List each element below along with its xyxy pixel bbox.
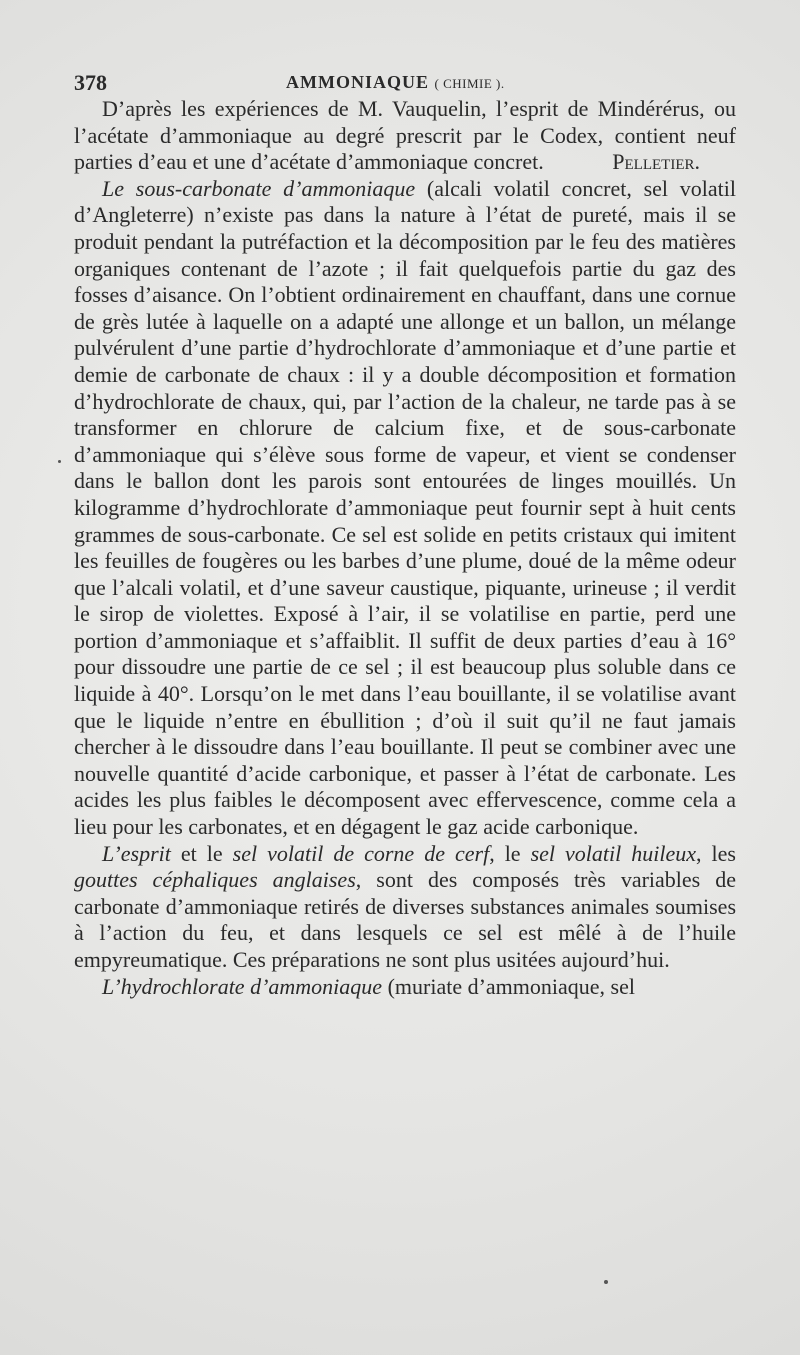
paragraph-text: (muriate d’ammoniaque, sel	[382, 973, 635, 999]
italic-term: gouttes céphaliques anglaises	[74, 867, 356, 893]
paragraph-text: D’après les expériences de M. Vauquelin, l’esprit de Mindérérus, ou l’acétate d’ammoniaque au degré prescrit par le Codex, contient neuf parties d’eau et une d’acétate d’ammoniaque concret.	[74, 96, 736, 175]
paragraph-text: , sont des composés très variables de carbonate d’ammoniaque retirés de diverses substances animales soumises à l’action du feu, et dans lesquels ce sel est mêlé à de l’huile empyreumatique. Ces préparations ne sont plus usitées aujourd’hui.	[74, 867, 737, 972]
running-title-main: AMMONIAQUE	[286, 72, 429, 92]
italic-term: sel volatil de corne de cerf	[232, 840, 490, 866]
page-number: 378	[74, 70, 107, 95]
paragraph-text: , le	[489, 840, 531, 866]
author-signature: Pelletier.	[612, 149, 700, 175]
paragraph-lead-italic: L’hydrochlorate d’ammoniaque	[102, 973, 383, 999]
running-title-sub: ( CHIMIE ).	[434, 76, 505, 91]
italic-term: sel volatil huileux	[530, 840, 697, 866]
running-head	[74, 62, 736, 96]
paragraph-sous-carbonate	[74, 176, 736, 841]
italic-term: L’esprit	[102, 840, 171, 866]
paragraph-lead-italic: Le sous-carbonate d’ammoniaque	[102, 175, 416, 201]
paragraph-text: (alcali volatil concret, sel volatil d’Angleterre) n’existe pas dans la nature à l’état de pureté, mais il se produit pendant la putréfaction et la décomposition par le feu des matières organiques contenant de l’azote ; il fait quelquefois partie du gaz des fosses d’aisance. On l’obtient ordinairement en chauffant, dans une cornue de grès lutée à laquelle on a adapté une allonge et un ballon, un mélange pulvérulent d’une partie d’hydrochlorate d’ammoniaque et d’une partie et demie de carbonate de chaux : il y a double décomposition et formation d’hydrochlorate de chaux, qui, par l’action de la chaleur, ne tarde pas à se transformer en chlorure de calcium fixe, et de sous-carbonate d’ammoniaque qui s’élève sous forme de vapeur, et vient se condenser dans le ballon dont les parois sont entourées de linges mouillés. Un kilogramme d’hydrochlorate d’ammoniaque peut fournir sept à huit cents grammes de sous-carbonate. Ce sel est solide en petits cristaux qui imitent les feuilles de fougères ou les barbes d’une plume, doué de la même odeur que l’alcali volatil, et d’une saveur caustique, piquante, urineuse ; il verdit le sirop de violettes. Exposé à l’air, il se volatilise en partie, perd une portion d’ammoniaque et s’affaiblit. Il suffit de deux parties d’eau à 16° pour dissoudre une partie de ce sel ; il est beaucoup plus soluble dans ce liquide à 40°. Lorsqu’on le met dans l’eau bouillante, il se volatilise avant que le liquide n’entre en ébullition ; d’où il suit qu’il ne faut jamais chercher à le dissoudre dans l’eau bouillante. Il peut se combiner avec une nouvelle quantité d’acide carbonique, et passer à l’état de carbonate. Les acides les plus faibles le décomposent avec effervescence, comme cela a lieu pour les carbonates, et en dégagent le gaz acide carbonique.	[74, 175, 736, 840]
paragraph-text: et le	[170, 840, 233, 866]
body-text	[74, 96, 736, 1000]
ink-speck	[604, 1280, 608, 1284]
paragraph-text: , les	[696, 840, 736, 866]
running-title	[286, 72, 505, 93]
paragraph-hydrochlorate	[74, 974, 736, 1001]
ink-speck	[58, 460, 61, 463]
paragraph-esprit	[74, 841, 736, 974]
paragraph-vauquelin	[74, 96, 736, 176]
